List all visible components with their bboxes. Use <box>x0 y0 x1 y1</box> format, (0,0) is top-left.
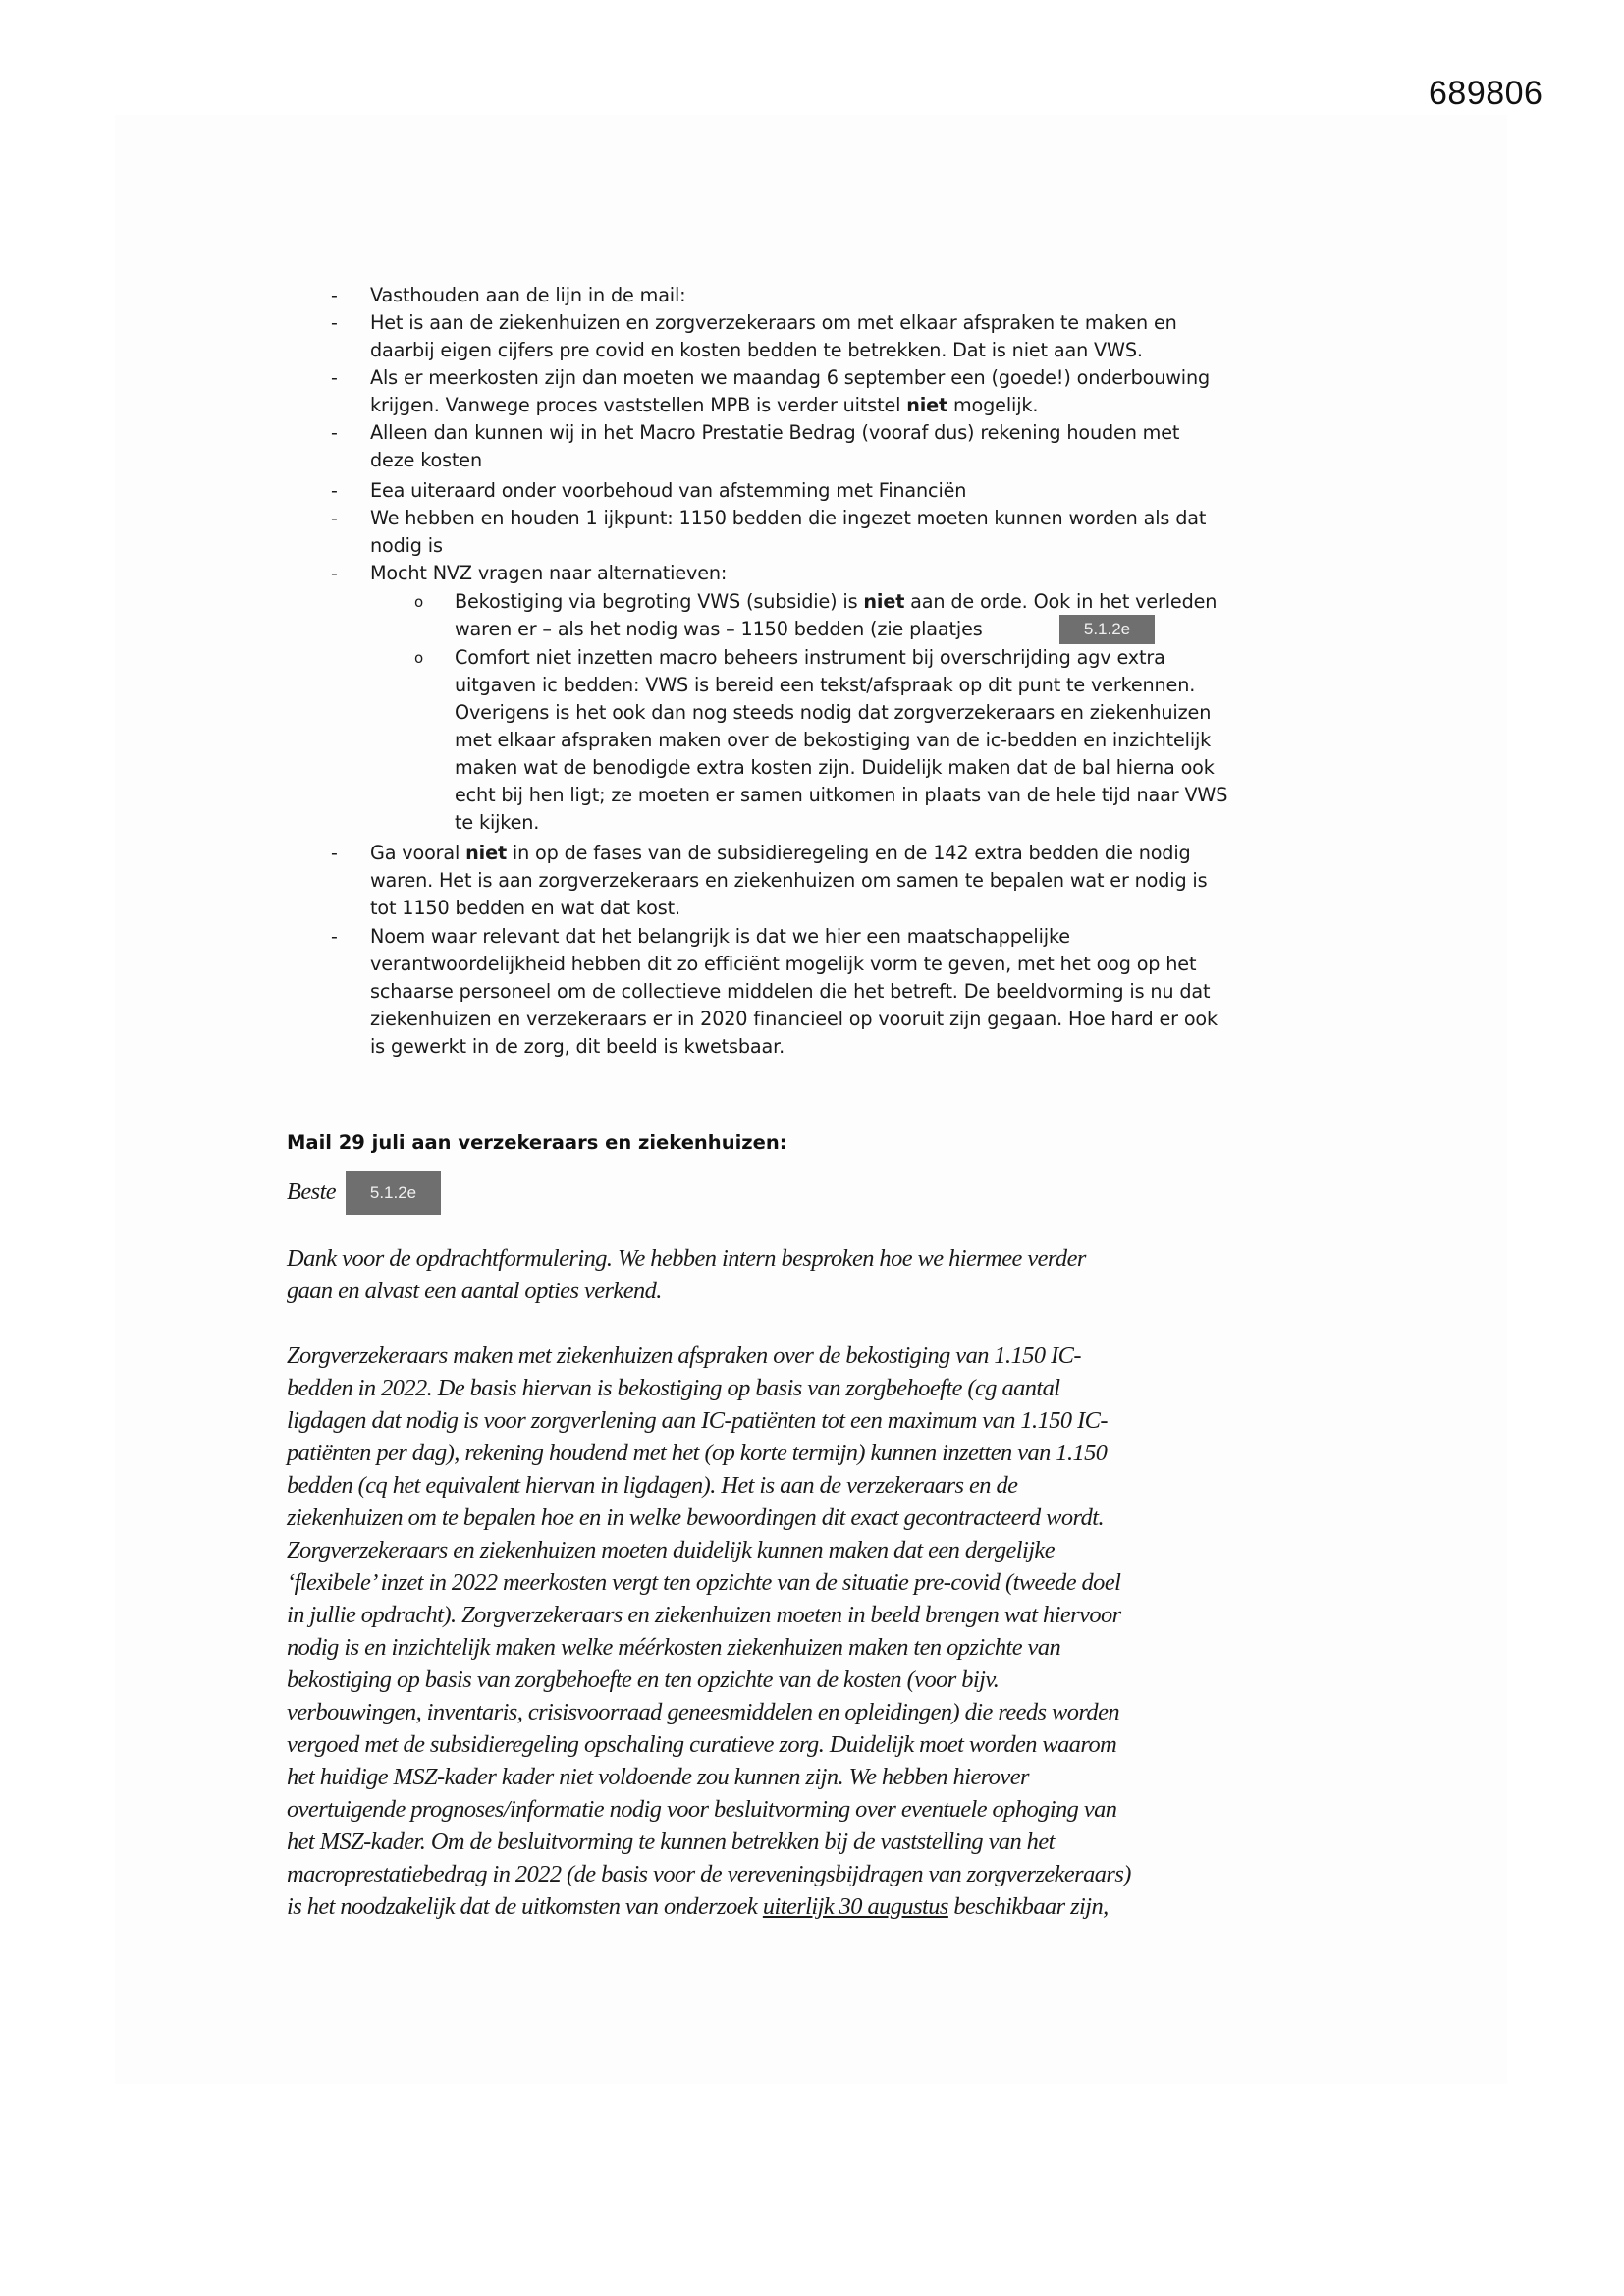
list-item-line: We hebben en houden 1 ijkpunt: 1150 bedden die ingezet moeten kunnen worden als dat <box>370 507 1207 529</box>
paragraph-line: ligdagen dat nodig is voor zorgverlening aan IC-patiënten tot een maximum van 1.150 IC- <box>287 1407 1108 1434</box>
sub-list-item-line: met elkaar afspraken maken over de bekostiging van de ic-bedden en inzichtelijk <box>455 729 1212 751</box>
bullet-circle: o <box>414 593 424 611</box>
paragraph-line: overtuigende prognoses/informatie nodig voor besluitvorming over eventuele ophoging van <box>287 1796 1117 1823</box>
list-item-line: waren. Het is aan zorgverzekeraars en ziekenhuizen om samen te bepalen wat er nodig is <box>370 869 1208 892</box>
text-run: in op de fases van de subsidieregeling en de 142 extra bedden die nodig <box>506 842 1191 864</box>
paragraph-line: het MSZ-kader. Om de besluitvorming te kunnen betrekken bij de vaststelling van het <box>287 1829 1055 1855</box>
text-run: mogelijk. <box>947 394 1039 416</box>
text-run: beschikbaar zijn, <box>947 1893 1109 1920</box>
paragraph-line: ‘flexibele’ inzet in 2022 meerkosten vergt ten opzichte van de situatie pre-covid (tweede doel <box>287 1569 1121 1596</box>
mail-heading: Mail 29 juli aan verzekeraars en ziekenhuizen: <box>287 1131 787 1154</box>
bullet-dash: - <box>331 367 338 389</box>
bullet-circle: o <box>414 649 424 667</box>
paragraph-line: bedden (cq het equivalent hiervan in ligdagen). Het is aan de verzekeraars en de <box>287 1472 1018 1499</box>
bullet-dash: - <box>331 480 338 502</box>
list-item-line: Het is aan de ziekenhuizen en zorgverzekeraars om met elkaar afspraken te maken en <box>370 311 1177 334</box>
paragraph-line: patiënten per dag), rekening houdend met het (op korte termijn) kunnen inzetten van 1.150 <box>287 1440 1108 1466</box>
list-item-line: schaarse personeel om de collectieve middelen die het betreft. De beeldvorming is nu dat <box>370 980 1211 1003</box>
paragraph-line: nodig is en inzichtelijk maken welke méérkosten ziekenhuizen maken ten opzichte van <box>287 1634 1061 1661</box>
bullet-dash: - <box>331 508 338 529</box>
list-item-line <box>370 840 1191 867</box>
bullet-dash: - <box>331 312 338 334</box>
emphasis-text: niet <box>863 590 905 613</box>
paragraph-line: Zorgverzekeraars maken met ziekenhuizen afspraken over de bekostiging van 1.150 IC- <box>287 1342 1081 1369</box>
sub-list-item-line: maken wat de benodigde extra kosten zijn. Duidelijk maken dat de bal hierna ook <box>455 756 1215 779</box>
bullet-dash: - <box>331 422 338 444</box>
text-run: krijgen. Vanwege proces vaststellen MPB is verder uitstel <box>370 394 907 416</box>
list-item-line: Mocht NVZ vragen naar alternatieven: <box>370 562 728 584</box>
list-item-line: verantwoordelijkheid hebben dit zo efficiënt mogelijk vorm te geven, met het oog op het <box>370 953 1197 975</box>
paragraph-line: het huidige MSZ-kader kader niet voldoende zou kunnen zijn. We hebben hierover <box>287 1764 1029 1790</box>
list-item-line: Vasthouden aan de lijn in de mail: <box>370 284 686 306</box>
sub-list-item-line: uitgaven ic bedden: VWS is bereid een tekst/afspraak op dit punt te verkennen. <box>455 674 1196 696</box>
redaction-box: 5.1.2e <box>346 1171 441 1215</box>
paragraph-line: ziekenhuizen om te bepalen hoe en in welke bewoordingen dit exact gecontracteerd wordt. <box>287 1504 1104 1531</box>
bullet-dash: - <box>331 926 338 948</box>
paragraph-line <box>287 1890 1109 1923</box>
list-item-line: Noem waar relevant dat het belangrijk is dat we hier een maatschappelijke <box>370 925 1070 948</box>
paragraph-line: bekostiging op basis van zorgbehoefte en ten opzichte van de kosten (voor bijv. <box>287 1667 1000 1693</box>
paragraph-line: Dank voor de opdrachtformulering. We hebben intern besproken hoe we hiermee verder <box>287 1245 1086 1272</box>
list-item-line: Alleen dan kunnen wij in het Macro Prestatie Bedrag (vooraf dus) rekening houden met <box>370 421 1180 444</box>
sub-list-item-line <box>455 588 1217 616</box>
sub-list-item-line: Overigens is het ook dan nog steeds nodig dat zorgverzekeraars en ziekenhuizen <box>455 701 1212 724</box>
paragraph-line: bedden in 2022. De basis hiervan is bekostiging op basis van zorgbehoefte (cg aantal <box>287 1375 1060 1401</box>
bullet-dash: - <box>331 843 338 864</box>
sub-list-item-line: waren er – als het nodig was – 1150 bedden (zie plaatjes <box>455 618 983 640</box>
paragraph-line: Zorgverzekeraars en ziekenhuizen moeten duidelijk kunnen maken dat een dergelijke <box>287 1537 1055 1563</box>
text-run: aan de orde. Ook in het verleden <box>904 590 1218 613</box>
document-number: 689806 <box>1429 75 1543 112</box>
list-item-line: deze kosten <box>370 449 482 471</box>
mail-salutation: Beste <box>287 1178 337 1205</box>
text-run: Ga vooral <box>370 842 466 864</box>
paragraph-line: vergoed met de subsidieregeling opschaling curatieve zorg. Duidelijk moet worden waarom <box>287 1731 1117 1758</box>
sub-list-item-line: echt bij hen ligt; ze moeten er samen uitkomen in plaats van de hele tijd naar VWS <box>455 784 1228 806</box>
text-run: Bekostiging via begroting VWS (subsidie) is <box>455 590 864 613</box>
emphasis-text: niet <box>465 842 507 864</box>
paragraph-line: in jullie opdracht). Zorgverzekeraars en ziekenhuizen moeten in beeld brengen wat hiervoor <box>287 1602 1121 1628</box>
paragraph-line: verbouwingen, inventaris, crisisvoorraad geneesmiddelen en opleidingen) die reeds worden <box>287 1699 1120 1725</box>
underlined-deadline: uiterlijk 30 augustus <box>762 1893 948 1920</box>
paragraph-line: gaan en alvast een aantal opties verkend. <box>287 1278 662 1304</box>
list-item-line: is gewerkt in de zorg, dit beeld is kwetsbaar. <box>370 1035 785 1058</box>
list-item-line: Eea uiteraard onder voorbehoud van afstemming met Financiën <box>370 479 967 502</box>
bullet-dash: - <box>331 563 338 584</box>
paragraph-line: macroprestatiebedrag in 2022 (de basis voor de vereveningsbijdragen van zorgverzekeraars) <box>287 1861 1131 1887</box>
list-item-line: Als er meerkosten zijn dan moeten we maandag 6 september een (goede!) onderbouwing <box>370 366 1211 389</box>
list-item-line: tot 1150 bedden en wat dat kost. <box>370 897 680 919</box>
list-item-line: nodig is <box>370 534 443 557</box>
redaction-box: 5.1.2e <box>1059 615 1155 644</box>
sub-list-item-line: Comfort niet inzetten macro beheers instrument bij overschrijding agv extra <box>455 646 1165 669</box>
emphasis-text: niet <box>906 394 948 416</box>
list-item-line <box>370 392 1038 419</box>
text-run: is het noodzakelijk dat de uitkomsten van onderzoek <box>287 1893 763 1920</box>
sub-list-item-line: te kijken. <box>455 811 540 834</box>
bullet-dash: - <box>331 285 338 306</box>
list-item-line: daarbij eigen cijfers pre covid en kosten bedden te betrekken. Dat is niet aan VWS. <box>370 339 1143 361</box>
list-item-line: ziekenhuizen en verzekeraars er in 2020 financieel op vooruit zijn gegaan. Hoe hard er ook <box>370 1008 1218 1030</box>
